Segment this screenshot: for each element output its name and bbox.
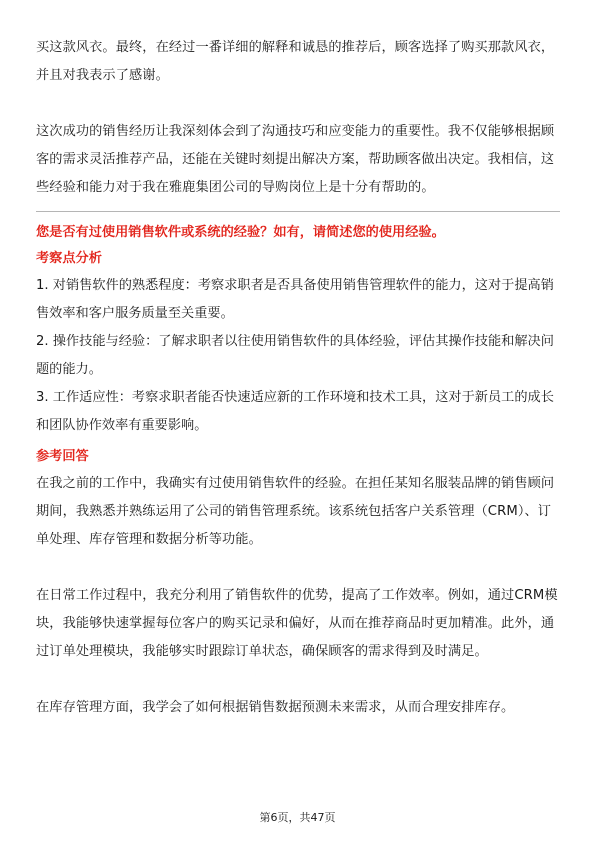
answer-paragraph-2: 在日常工作过程中，我充分利用了销售软件的优势，提高了工作效率。例如，通过CRM模块，我能够快速掌握每位客户的购买记录和偏好，从而在推荐商品时更加精准。此外，通过订单处理模块，我能够实时跟踪订单状态，确保顾客的需求得到及时满足。 — [36, 588, 558, 659]
paragraph-spacer — [36, 666, 560, 694]
page-number-footer: 第6页，共47页 — [259, 811, 336, 824]
section-divider — [36, 211, 560, 212]
analysis-title: 考察点分析 — [36, 251, 102, 266]
answer-paragraph-3: 在库存管理方面，我学会了如何根据销售数据预测未来需求，从而合理安排库存。 — [36, 700, 515, 715]
answer-title: 参考回答 — [36, 449, 89, 464]
intro-paragraph-1: 买这款风衣。最终，在经过一番详细的解释和诚恳的推荐后，顾客选择了购买那款风衣，并且对我表示了感谢。 — [36, 40, 555, 83]
analysis-item-2: 2. 操作技能与经验：了解求职者以往使用销售软件的具体经验，评估其操作技能和解决问题的能力。 — [36, 334, 554, 377]
interview-question: 您是否有过使用销售软件或系统的经验？如有，请简述您的使用经验。 — [36, 225, 445, 240]
paragraph-spacer — [36, 554, 560, 582]
analysis-item-3: 3. 工作适应性：考察求职者能否快速适应新的工作环境和技术工具，这对于新员工的成长和团队协作效率有重要影响。 — [36, 390, 554, 433]
intro-paragraph-2: 这次成功的销售经历让我深刻体会到了沟通技巧和应变能力的重要性。我不仅能够根据顾客的需求灵活推荐产品，还能在关键时刻提出解决方案，帮助顾客做出决定。我相信，这些经验和能力对于我在雅鹿集团公司的导购岗位上是十分有帮助的。 — [36, 124, 555, 195]
analysis-item-1: 1. 对销售软件的熟悉程度：考察求职者是否具备使用销售管理软件的能力，这对于提高销售效率和客户服务质量至关重要。 — [36, 278, 554, 321]
page-content — [36, 34, 560, 722]
answer-paragraph-1: 在我之前的工作中，我确实有过使用销售软件的经验。在担任某知名服装品牌的销售顾问期间，我熟悉并熟练运用了公司的销售管理系统。该系统包括客户关系管理（CRM）、订单处理、库存管理和数据分析等功能。 — [36, 476, 555, 547]
paragraph-spacer — [36, 90, 560, 118]
